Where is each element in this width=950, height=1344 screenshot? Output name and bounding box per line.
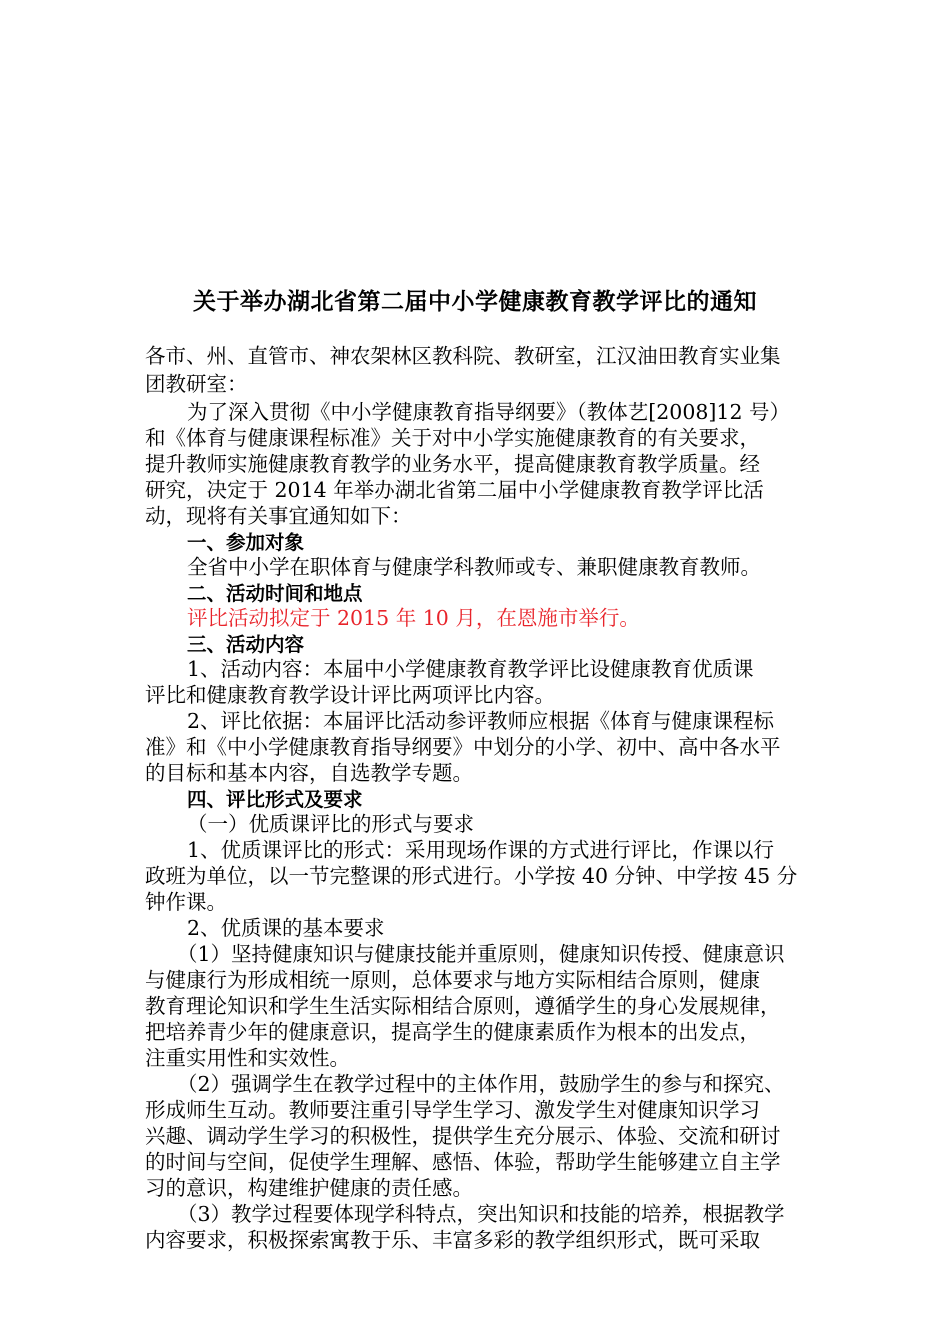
- requirement-1-line-1: （1）坚持健康知识与健康技能并重原则，健康知识传授、健康意识: [177, 942, 785, 966]
- requirement-3-line-1: （3）教学过程要体现学科特点，突出知识和技能的培养，根据教学: [177, 1202, 785, 1226]
- requirement-1-line-3: 教育理论知识和学生生活实际相结合原则，遵循学生的身心发展规律，: [145, 994, 781, 1018]
- requirement-2-line-2: 形成师生互动。教师要注重引导学生学习、激发学生对健康知识学习: [145, 1098, 760, 1122]
- intro-line-1: 为了深入贯彻《中小学健康教育指导纲要》（教体艺[2008]12 号）: [187, 400, 791, 424]
- subsection-heading-1: （一）优质课评比的形式与要求: [187, 812, 474, 836]
- salutation-line-1: 各市、州、直管市、神农架林区教科院、教研室，江汉油田教育实业集: [145, 344, 781, 368]
- intro-line-2: 和《体育与健康课程标准》关于对中小学实施健康教育的有关要求，: [145, 426, 760, 450]
- section-heading-3: 三、活动内容: [187, 633, 305, 656]
- section-3-line-5: 的目标和基本内容，自选教学专题。: [145, 761, 473, 785]
- document-title: 关于举办湖北省第二届中小学健康教育教学评比的通知: [193, 289, 757, 315]
- requirement-1-line-2: 与健康行为形成相统一原则，总体要求与地方实际相结合原则，健康: [145, 968, 760, 992]
- requirement-2-line-1: （2）强调学生在教学过程中的主体作用，鼓励学生的参与和探究、: [177, 1072, 785, 1096]
- section-heading-2: 二、活动时间和地点: [187, 582, 363, 605]
- requirement-2-line-3: 兴趣、调动学生学习的积极性，提供学生充分展示、体验、交流和研讨: [145, 1124, 781, 1148]
- section-3-line-1: 1、活动内容：本届中小学健康教育教学评比设健康教育优质课: [187, 657, 754, 681]
- section-3-line-3: 2、评比依据：本届评比活动参评教师应根据《体育与健康课程标: [187, 709, 775, 733]
- section-4-line-3: 钟作课。: [145, 890, 227, 914]
- salutation-line-2: 团教研室：: [145, 372, 248, 396]
- section-4-line-4: 2、优质课的基本要求: [187, 916, 385, 940]
- section-heading-4: 四、评比形式及要求: [187, 788, 363, 811]
- intro-line-3: 提升教师实施健康教育教学的业务水平，提高健康教育教学质量。经: [145, 452, 760, 476]
- section-4-line-2: 政班为单位，以一节完整课的形式进行。小学按 40 分钟、中学按 45 分: [145, 864, 798, 888]
- requirement-2-line-4: 的时间与空间，促使学生理解、感悟、体验，帮助学生能够建立自主学: [145, 1150, 781, 1174]
- section-4-line-1: 1、优质课评比的形式：采用现场作课的方式进行评比，作课以行: [187, 838, 775, 862]
- requirement-1-line-4: 把培养青少年的健康意识，提高学生的健康素质作为根本的出发点，: [145, 1020, 760, 1044]
- requirement-3-line-2: 内容要求，积极探索寓教于乐、丰富多彩的教学组织形式，既可采取: [145, 1228, 760, 1252]
- intro-line-5: 动，现将有关事宜通知如下：: [145, 504, 412, 528]
- section-heading-1: 一、参加对象: [187, 531, 305, 554]
- section-3-line-2: 评比和健康教育教学设计评比两项评比内容。: [145, 683, 555, 707]
- requirement-1-line-5: 注重实用性和实效性。: [145, 1046, 350, 1070]
- section-2-text: 评比活动拟定于 2015 年 10 月，在恩施市举行。: [187, 606, 640, 630]
- intro-line-4: 研究，决定于 2014 年举办湖北省第二届中小学健康教育教学评比活: [145, 478, 764, 502]
- section-1-text: 全省中小学在职体育与健康学科教师或专、兼职健康教育教师。: [187, 555, 761, 579]
- section-3-line-4: 准》和《中小学健康教育指导纲要》中划分的小学、初中、高中各水平: [145, 735, 781, 759]
- requirement-2-line-5: 习的意识，构建维护健康的责任感。: [145, 1176, 473, 1200]
